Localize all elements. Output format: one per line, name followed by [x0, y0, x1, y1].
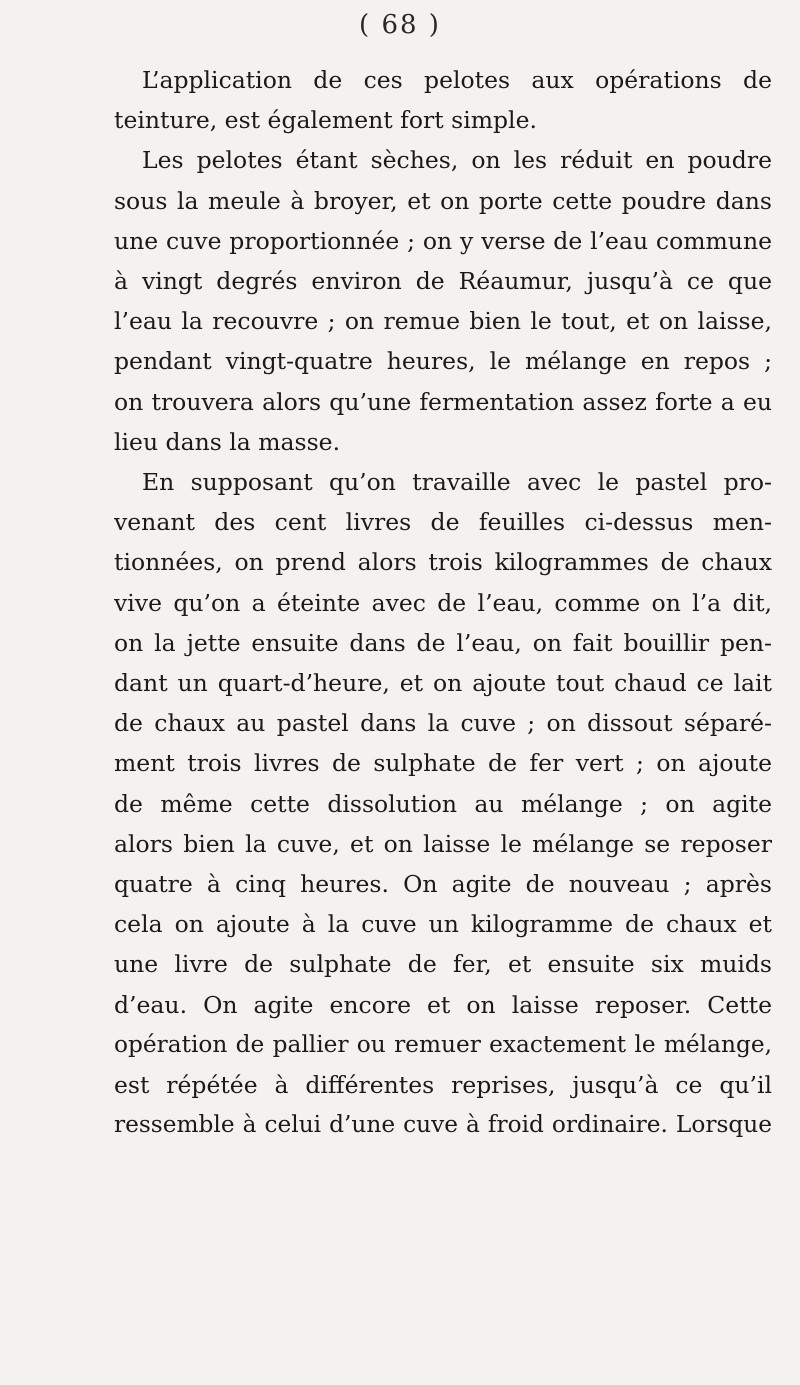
- text-line: à vingt degrés environ de Réaumur, jusqu’à ce que: [114, 267, 772, 296]
- text-line: sous la meule à broyer, et on porte cette poudre dans: [114, 186, 772, 215]
- text-line: Les pelotes étant sèches, on les réduit en poudre: [142, 146, 772, 175]
- text-line: de chaux au pastel dans la cuve ; on dissout séparé-: [114, 709, 772, 738]
- text-line: d’eau. On agite encore et on laisse reposer. Cette: [114, 990, 772, 1019]
- text-line: ressemble à celui d’une cuve à froid ordinaire. Lorsque: [114, 1111, 772, 1139]
- text-line: quatre à cinq heures. On agite de nouveau ; après: [114, 870, 772, 899]
- text-line: En supposant qu’on travaille avec le pastel pro-: [142, 468, 772, 497]
- text-line: alors bien la cuve, et on laisse le mélange se reposer: [114, 829, 772, 858]
- body-text: [114, 60, 772, 1145]
- text-line: teinture, est également fort simple.: [114, 106, 537, 135]
- text-line: dant un quart-d’heure, et on ajoute tout chaud ce lait: [114, 669, 772, 698]
- text-line: lieu dans la masse.: [114, 427, 341, 456]
- text-line: pendant vingt-quatre heures, le mélange en repos ;: [114, 347, 772, 376]
- text-line: cela on ajoute à la cuve un kilogramme de chaux et: [114, 910, 772, 939]
- text-line: opération de pallier ou remuer exactement le mélange,: [114, 1030, 772, 1058]
- text-line: on la jette ensuite dans de l’eau, on fait bouillir pen-: [114, 628, 772, 657]
- text-line: L’application de ces pelotes aux opérations de: [142, 66, 772, 94]
- text-line: une livre de sulphate de fer, et ensuite six muids: [114, 950, 772, 979]
- text-line: on trouvera alors qu’une fermentation assez forte a eu: [114, 387, 772, 416]
- text-line: venant des cent livres de feuilles ci-dessus men-: [114, 508, 772, 537]
- text-line: tionnées, on prend alors trois kilogrammes de chaux: [114, 548, 772, 577]
- text-line: de même cette dissolution au mélange ; on agite: [114, 789, 772, 818]
- page-number: ( 68 ): [359, 10, 441, 40]
- text-line: une cuve proportionnée ; on y verse de l’eau commune: [114, 226, 772, 255]
- text-line: ment trois livres de sulphate de fer vert ; on ajoute: [114, 749, 772, 778]
- text-line: vive qu’on a éteinte avec de l’eau, comme on l’a dit,: [114, 588, 772, 617]
- text-line: l’eau la recouvre ; on remue bien le tout, et on laisse,: [114, 307, 772, 336]
- text-line: est répétée à différentes reprises, jusqu’à ce qu’il: [114, 1071, 772, 1100]
